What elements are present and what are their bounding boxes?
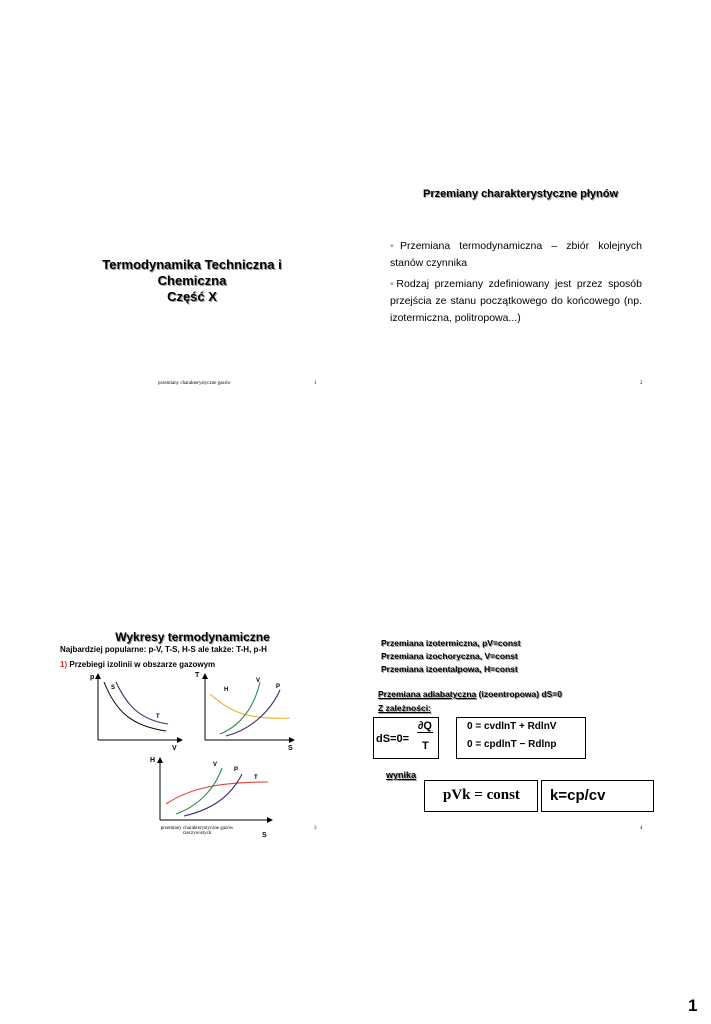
ts-t-label: T bbox=[195, 672, 200, 679]
ts-v-label: V bbox=[256, 678, 261, 684]
slide4-k-box bbox=[541, 780, 654, 812]
slide4-frac-den: T bbox=[422, 740, 429, 752]
slide4-eq1: 0 = cvdlnT + RdlnV bbox=[467, 721, 557, 732]
hs-p-label: P bbox=[234, 767, 239, 773]
slide3-footer bbox=[157, 826, 237, 836]
hs-isochore bbox=[176, 768, 222, 814]
slide4-k-eq: k=cp/cv bbox=[550, 787, 606, 804]
slide4-page-number: 4 bbox=[640, 826, 643, 831]
slide2-bullet1-text: Przemiana termodynamiczna – zbiór kolejnych stanów czynnika bbox=[390, 240, 642, 269]
slide3-subtitle: Najbardziej popularne: p-V, T-S, H-S ale także: T-H, p-H bbox=[60, 645, 267, 654]
slide4-eq-box bbox=[456, 717, 586, 759]
hs-s-label: S bbox=[262, 832, 267, 839]
bullet-icon: ▪ bbox=[390, 278, 397, 290]
chart-ts bbox=[195, 672, 293, 752]
ts-h-label: H bbox=[224, 687, 229, 693]
slide3-page-number: 3 bbox=[314, 826, 317, 831]
slide3-charts bbox=[80, 668, 320, 843]
slide4-ds-box bbox=[373, 717, 439, 759]
page-number: 1 bbox=[688, 996, 698, 1015]
slide1-page-number: 1 bbox=[314, 381, 317, 386]
slide4-process-list bbox=[381, 637, 521, 676]
slide1-title-line3: Część X bbox=[167, 289, 217, 304]
slide1-title bbox=[62, 257, 322, 305]
slide3-footer-line1: przemiany charakterystyczne gazów bbox=[160, 826, 234, 831]
bullet-icon: ▪ bbox=[390, 240, 400, 252]
hs-v-label: V bbox=[213, 762, 218, 768]
slide4-ds-left: dS=0= bbox=[376, 733, 410, 745]
slide2-bullet2 bbox=[390, 276, 642, 327]
slide2-page-number: 2 bbox=[640, 381, 643, 386]
slide4-isochoric: Przemiana izochoryczna, V=const bbox=[381, 651, 518, 661]
slide4-pvk-box bbox=[424, 780, 538, 812]
hs-t-label: T bbox=[254, 775, 258, 781]
slide3-item-text: Przebiegi izolinii w obszarze gazowym bbox=[69, 660, 216, 669]
pv-isotherm bbox=[116, 682, 168, 724]
ts-isenthalp bbox=[210, 694, 290, 718]
slide4-relation: Z zależności: bbox=[378, 703, 431, 713]
slide4-results: wynika bbox=[386, 770, 417, 780]
slide4-isothermal: Przemiana izotermiczna, pV=const bbox=[381, 638, 521, 648]
slide2-bullet1 bbox=[390, 238, 642, 272]
slide1-title-line2: Chemiczna bbox=[157, 273, 227, 288]
hs-isotherm bbox=[166, 782, 268, 804]
hs-h-label: H bbox=[150, 757, 156, 764]
slide3-item-number: 1) bbox=[60, 660, 68, 669]
pv-t-label: T bbox=[156, 714, 160, 720]
slide1-footer: przemiany charakterystyczne gazów bbox=[158, 381, 231, 386]
slide1-title-line1: Termodynamika Techniczna i bbox=[102, 257, 282, 272]
chart-pv bbox=[90, 674, 180, 752]
hs-isobar bbox=[184, 774, 242, 816]
ts-p-label: P bbox=[276, 684, 281, 690]
slide4-frac-num: ∂Q bbox=[418, 720, 432, 732]
slide2-bullet2-text: Rodzaj przemiany zdefiniowany jest przez sposób przejścia ze stanu początkowego do końcowego (np. izotermiczna, politropowa...) bbox=[390, 278, 642, 324]
slide4-eq2: 0 = cpdlnT − Rdlnp bbox=[467, 739, 557, 750]
pv-v-label: V bbox=[172, 745, 177, 752]
slide4-pvk: pVk = const bbox=[443, 787, 520, 803]
slide2-title: Przemiany charakterystyczne płynów bbox=[422, 188, 619, 200]
ts-isobar bbox=[226, 690, 280, 736]
slide3-title: Wykresy termodynamiczne bbox=[115, 630, 270, 644]
pv-p-label: p bbox=[90, 674, 95, 681]
slide4-adiabatic-underlined: Przemiana adiabatyczna bbox=[378, 689, 477, 699]
pv-s-label: S bbox=[111, 685, 116, 691]
ts-s-label: S bbox=[288, 745, 293, 752]
slide4-isenthalpic: Przemiana izoentalpowa, H=const bbox=[381, 664, 518, 674]
slide3-footer-line2: rzeczywistych bbox=[182, 831, 212, 836]
slide4-adiabatic-rest: (izoentropowa) dS=0 bbox=[476, 689, 562, 699]
slide4-adiabatic bbox=[378, 689, 562, 699]
